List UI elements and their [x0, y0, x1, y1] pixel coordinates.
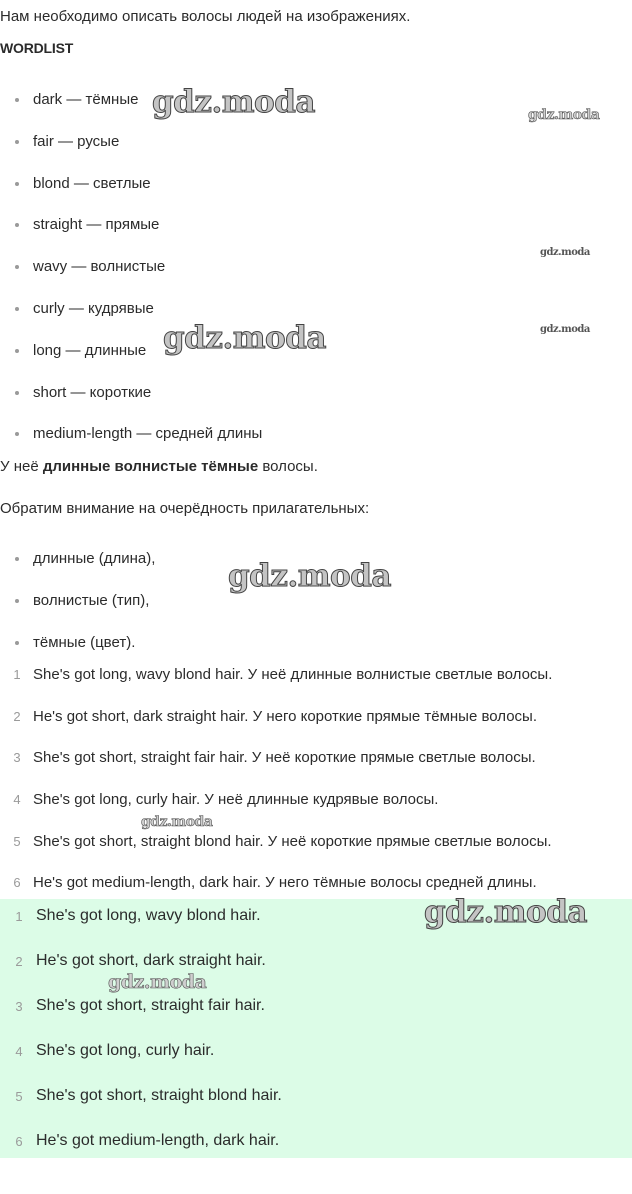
watermark: gdz.moda — [152, 84, 315, 120]
list-item — [0, 174, 632, 216]
item-number: 5 — [15, 1089, 23, 1104]
item-number: 5 — [13, 833, 21, 849]
watermark: gdz.moda — [141, 814, 213, 830]
item-number: 6 — [15, 1134, 23, 1149]
item-number: 2 — [15, 954, 23, 969]
item-number: 3 — [15, 999, 23, 1014]
bullet-icon — [15, 182, 19, 186]
watermark: gdz.moda — [424, 894, 587, 930]
bullet-icon — [15, 307, 19, 311]
answer-panel — [0, 899, 632, 1158]
item-number: 4 — [15, 1044, 23, 1059]
list-item — [0, 90, 632, 132]
list-item — [0, 132, 632, 174]
answer-item: 4 She's got long, curly hair. — [0, 1040, 632, 1085]
translation-item: 1 She's got long, wavy blond hair. У неё длинные волнистые светлые волосы. — [13, 666, 553, 683]
list-item — [0, 215, 632, 257]
watermark: gdz.moda — [540, 324, 590, 335]
answer-item: 3 She's got short, straight fair hair. — [0, 995, 632, 1040]
wordlist-item: long — длинные — [33, 341, 147, 359]
order-note: Обратим внимание на очерёдность прилагательных: — [0, 500, 370, 517]
list-item: тёмные (цвет). — [0, 633, 632, 675]
watermark: gdz.moda — [528, 107, 600, 123]
bullet-icon — [15, 599, 19, 603]
list-item: длинные (длина), — [0, 549, 632, 591]
list-item — [0, 383, 632, 425]
item-number: 6 — [13, 875, 21, 891]
translation-item: 6 He's got medium-length, dark hair. У него тёмные волосы средней длины. — [13, 874, 537, 892]
example-sentence: У неё длинные волнистые тёмные волосы. — [0, 458, 318, 475]
bullet-icon — [15, 391, 19, 395]
item-number: 1 — [13, 667, 21, 682]
list-item — [0, 341, 632, 383]
order-list — [0, 549, 632, 674]
bullet-icon — [15, 641, 19, 645]
example-bold: длинные волнистые тёмные — [42, 458, 259, 475]
wordlist-item: wavy — волнистые — [33, 258, 166, 276]
bullet-icon — [15, 265, 19, 269]
watermark: gdz.moda — [228, 558, 391, 594]
translations-list — [0, 665, 632, 915]
answers-list — [0, 905, 632, 1175]
wordlist-item: dark — тёмные — [33, 91, 139, 108]
bullet-icon — [15, 223, 19, 227]
answer-item: 1 She's got long, wavy blond hair. — [0, 905, 632, 950]
item-number: 4 — [13, 792, 21, 808]
bullet-icon — [15, 140, 19, 144]
item-number: 3 — [13, 750, 21, 766]
bullet-icon — [15, 557, 19, 561]
translation-item: 4 She's got long, curly hair. У неё длинные кудрявые волосы. — [13, 791, 439, 809]
wordlist-item: short — короткие — [33, 383, 152, 401]
translation-item: 2 He's got short, dark straight hair. У него короткие прямые тёмные волосы. — [13, 707, 538, 725]
wordlist-heading: WORDLIST — [0, 40, 74, 56]
list-item — [0, 257, 632, 299]
wordlist-item: curly — кудрявые — [33, 299, 154, 317]
wordlist — [0, 90, 632, 466]
watermark: gdz.moda — [163, 320, 326, 356]
wordlist-item: straight — прямые — [33, 216, 160, 234]
intro-text: Нам необходимо описать волосы людей на изображениях. — [0, 8, 411, 25]
wordlist-item: fair — русые — [33, 132, 120, 150]
translation-item: 3 She's got short, straight fair hair. У неё короткие прямые светлые волосы. — [13, 749, 536, 767]
bullet-icon — [15, 98, 19, 102]
answer-item: 6 He's got medium-length, dark hair. — [0, 1130, 632, 1175]
item-number: 1 — [15, 909, 23, 924]
bullet-icon — [15, 432, 19, 436]
translation-item: 5 She's got short, straight blond hair. У неё короткие прямые светлые волосы. — [13, 832, 552, 850]
wordlist-item: medium-length — средней длины — [33, 425, 263, 443]
answer-item: 2 He's got short, dark straight hair. — [0, 950, 632, 995]
item-number: 2 — [13, 708, 21, 724]
bullet-icon — [15, 349, 19, 353]
answer-item: 5 She's got short, straight blond hair. — [0, 1085, 632, 1130]
watermark: gdz.moda — [108, 971, 207, 993]
list-item: волнистые (тип), — [0, 591, 632, 633]
watermark: gdz.moda — [540, 247, 590, 258]
wordlist-item: blond — светлые — [33, 174, 151, 192]
list-item — [0, 299, 632, 341]
